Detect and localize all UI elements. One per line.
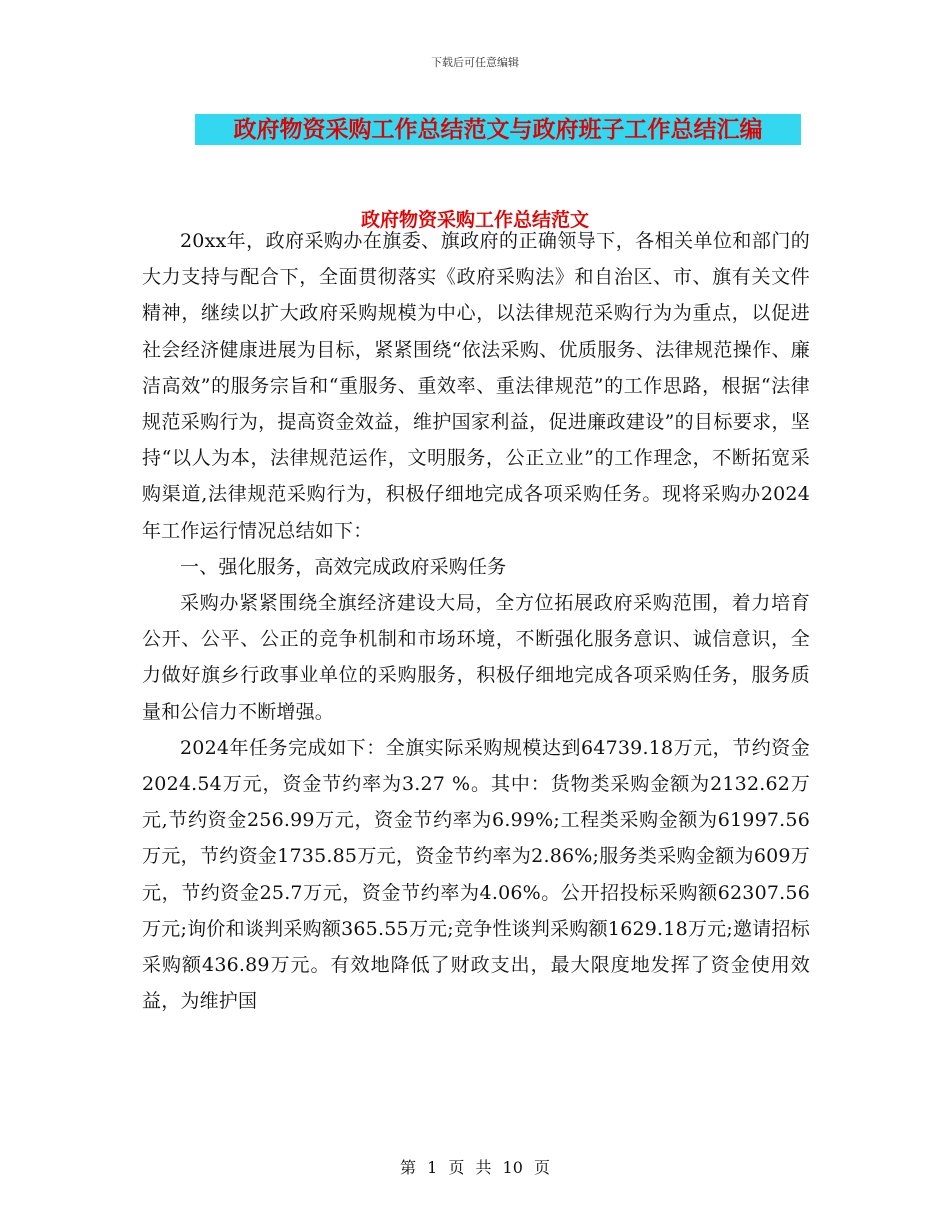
document-body xyxy=(142,223,810,1019)
paragraph-heading-1: 一、强化服务，高效完成政府采购任务 xyxy=(180,555,507,578)
paragraph-service: 采购办紧紧围绕全旗经济建设大局，全方位拓展政府采购范围，着力培育公开、公平、公正的竞争机制和市场环境，不断强化服务意识、诚信意识，全力做好旗乡行政事业单位的采购服务，积极仔细地完成各项采购任务，服务质量和公信力不断增强。 xyxy=(142,592,810,723)
document-title: 政府物资采购工作总结范文与政府班子工作总结汇编 xyxy=(195,114,801,145)
paragraph-results: 2024年任务完成如下：全旗实际采购规模达到64739.18万元，节约资金2024.54万元，资金节约率为3.27 %。其中：货物类采购金额为2132.62万元,节约资金256.99万元，资金节约率为6.99%;工程类采购金额为61997.56万元，节约资金1735.85万元，资金节约率为2.86%;服务类采购金额为609万元，节约资金25.7万元，资金节约率为4.06%。公开招投标采购额62307.56万元;询价和谈判采购额365.55万元;竞争性谈判采购额1629.18万元;邀请招标采购额436.89万元。有效地降低了财政支出，最大限度地发挥了资金使用效益，为维护国 xyxy=(142,736,810,1013)
section-title: 政府物资采购工作总结范文 xyxy=(360,209,589,231)
header-note: 下载后可任意编辑 xyxy=(431,56,519,69)
paragraph-intro: 20xx年，政府采购办在旗委、旗政府的正确领导下，各相关单位和部门的大力支持与配合下，全面贯彻落实《政府采购法》和自治区、市、旗有关文件精神，继续以扩大政府采购规模为中心，以法律规范采购行为为重点，以促进社会经济健康进展为目标，紧紧围绕“依法采购、优质服务、法律规范操作、廉洁高效”的服务宗旨和“重服务、重效率、重法律规范”的工作思路，根据“法律规范采购行为，提高资金效益，维护国家利益，促进廉政建设”的目标要求，坚持“以人为本，法律规范运作，文明服务，公正立业”的工作理念，不断拓宽采购渠道,法律规范采购行为，积极仔细地完成各项采购任务。现将采购办2024年工作运行情况总结如下： xyxy=(142,230,810,542)
page-number: 第 1 页 共 10 页 xyxy=(400,1158,550,1177)
